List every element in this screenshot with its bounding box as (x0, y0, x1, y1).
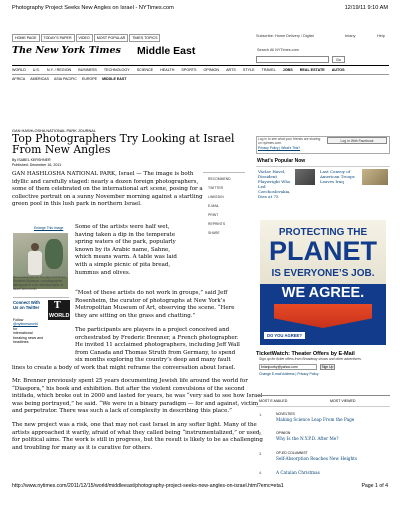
world-badge-label: WORLD (49, 313, 70, 319)
top-nav-times-topics[interactable]: TIMES TOPICS (129, 34, 160, 42)
search-label: Search All NYTimes.com (257, 48, 299, 52)
ad-line-2: PLANET (269, 236, 377, 266)
facebook-login-button[interactable]: Log In With Facebook (327, 137, 387, 144)
top-nav-video[interactable]: VIDEO (76, 34, 93, 42)
tab-most-viewed[interactable]: MOST VIEWED (330, 399, 356, 403)
most-item-3-number: 3. (259, 451, 263, 456)
paragraph-5: Mr. Brenner previously spent 25 years documenting Jewish life around the world for “Diaspora,” his book and exhibition. But after the violent convulsions of the second intifada, which broke out in 2000 and lasted for years, he was “very sad to see how Israel was being portrayed,” he said. “We were in a binary paradigm — for and against, victim and perpetrator. There was such a lack of complexity in describing this place.” (12, 378, 263, 415)
popular-story-1[interactable]: Václav Havel, Dissident Playwright Who Led Czechoslovakia, Dies at 75 (258, 169, 291, 199)
photo-caption: Rosalind Solomon, a photographer (13, 279, 63, 283)
ticketwatch-desc: Sign up for ticket offers from Broadway shows and other advertisers. (259, 357, 362, 361)
photo-credit: Rina Castelnuovo for The New York Times (13, 275, 66, 279)
search-go-button[interactable]: Go (332, 56, 345, 63)
most-item-4[interactable]: A Catalan Christmas (276, 470, 320, 475)
sub-nav (12, 77, 131, 81)
subnav-americas[interactable]: AMERICAS (30, 77, 49, 81)
article-published: Published: December 16, 2011 (12, 163, 62, 167)
popular-story-1-thumb[interactable] (295, 169, 315, 185)
nav-business[interactable]: BUSINESS (78, 68, 97, 72)
nav-style[interactable]: STYLE (242, 68, 255, 72)
ad-line-4: WE AGREE. (281, 285, 365, 301)
article-headline: Top Photographers Try Looking at Israel From New Angles (12, 132, 235, 156)
most-item-4-number: 4. (259, 470, 263, 475)
chevron-ad[interactable] (260, 220, 386, 345)
connect-text: Follow @nytimesworld for international breaking news and headlines. (13, 318, 44, 345)
ticketwatch-title: TicketWatch: Theater Offers by E-Mail (256, 351, 355, 357)
facebook-text: Log in to see what your friends are sharing on nytimes.com. (258, 137, 321, 145)
nav-arts[interactable]: ARTS (226, 68, 236, 72)
subnav-europe[interactable]: EUROPE (81, 77, 98, 81)
subscribe-link[interactable]: Subscribe: Home Delivery / Digital (256, 34, 314, 38)
article-kicker: GAN HASHLOSHA NATIONAL PARK JOURNAL (12, 128, 97, 133)
top-nav-most-popular[interactable]: MOST POPULAR (94, 34, 129, 42)
paragraph-2: Some of the artists were half wet, having taken a dip in the temperate spring waters of the park, popularly known by its Arabic name, Sahne, which means warm. A table was laid with a simple picnic of pita bread, hummus and olives. (75, 224, 177, 276)
subnav-middle-east[interactable]: MIDDLE EAST (102, 77, 127, 81)
connect-divider (13, 297, 69, 298)
twitter-world-badge[interactable] (48, 300, 70, 320)
photo-caption-line-2: taking part in a six-month project, in (13, 283, 64, 287)
paragraph-4: The participants are players in a project conceived and orchestrated by Frederic Brenner, a French photographer. He invited 11 acclaimed photographers, including Jeff Wall from Canada and Thomas Struth from Germany, to spend six months exploring the country’s deep and many fault (75, 327, 240, 364)
popular-divider (256, 166, 390, 167)
paragraph-6: The new project was a risk, one that may not cast Israel in any softer light. Many of the artists approached it warily, afraid of what they called being “instrumentalized,” or used for political aims. The work is still in progress, but the result is likely to be as challenging and troubling for many as it is curative for others. (12, 422, 263, 451)
share-share[interactable]: SHARE (208, 231, 220, 235)
share-tools-divider (203, 172, 245, 173)
popular-story-2[interactable]: Last Convoy of American Troops Leaves Iraq (320, 169, 355, 184)
photo-figure-head (31, 243, 39, 251)
ticketwatch-email-field[interactable]: brianjcorby@yahoo.com (259, 364, 317, 370)
window-title: Photography Project Seeks New Angles on Israel - NYTimes.com (12, 5, 174, 11)
photo-tree (45, 239, 63, 269)
facebook-links[interactable]: Privacy Policy | What’s This? (258, 146, 301, 150)
help-link[interactable]: Help (377, 34, 385, 38)
top-nav (12, 34, 161, 42)
connect-title[interactable]: Connect With Us on Twitter (13, 300, 40, 310)
ticketwatch-signup-button[interactable]: Sign Up (321, 365, 334, 369)
most-tabs-divider (256, 395, 390, 396)
share-twitter[interactable]: TWITTER (208, 186, 224, 190)
most-item-2[interactable]: Why Is the N.Y.P.D. After Me? (276, 436, 339, 441)
section-nav (12, 65, 389, 75)
subnav-africa[interactable]: AFRICA (12, 77, 26, 81)
nav-technology[interactable]: TECHNOLOGY (103, 68, 130, 72)
ad-line-1: PROTECTING THE (278, 227, 368, 238)
paragraph-4-last-line: lines to create a body of work that might reframe the conversation about Israel. (12, 365, 236, 371)
top-nav-home[interactable]: HOME PAGE (12, 34, 40, 42)
most-item-2-number: 2. (259, 431, 263, 436)
search-input[interactable] (256, 56, 329, 63)
user-menu[interactable]: briany (345, 34, 356, 38)
share-print[interactable]: PRINT (208, 213, 219, 217)
most-item-1[interactable]: Making Science Leap From the Page (276, 417, 355, 422)
top-nav-todays-paper[interactable]: TODAY'S PAPER (41, 34, 75, 42)
ticketwatch-links[interactable]: Change E-mail Address | Privacy Policy (259, 372, 319, 376)
most-item-1-number: 1. (259, 412, 263, 417)
section-title: Middle East (137, 45, 196, 57)
most-item-1-kicker: NOVELTIES (276, 412, 295, 416)
nav-opinion[interactable]: OPINION (203, 68, 220, 72)
tab-most-emailed[interactable]: MOST E-MAILED (259, 399, 288, 403)
paragraph-3: “Most of these artists do not work in groups,” said Jeff Rosenheim, the curator of photographs at New York’s Metropolitan Museum of Art, observing the scene. “Here they are sitting on the grass and chatting.” (75, 290, 235, 319)
subnav-asia-pacific[interactable]: ASIA PACIFIC (53, 77, 77, 81)
share-linkedin[interactable]: LINKEDIN (208, 195, 224, 199)
footer-page-number: Page 1 of 4 (361, 483, 388, 489)
footer-url: http://www.nytimes.com/2011/12/15/world/middleeast/photography-project-seeks-new-angles-on-israel.html?emc=eta1 (12, 483, 284, 489)
nav-travel[interactable]: TRAVEL (261, 68, 276, 72)
share-reprints[interactable]: REPRINTS (208, 222, 226, 226)
share-email[interactable]: E-MAIL (208, 204, 220, 208)
popular-title: What’s Popular Now (257, 158, 306, 164)
enlarge-image-link[interactable]: Enlarge This Image (34, 226, 64, 230)
article-byline: By ISABEL KERSHNER (12, 158, 51, 162)
nav-jobs[interactable]: JOBS (282, 68, 293, 72)
nav-sports[interactable]: SPORTS (181, 68, 197, 72)
nav-us[interactable]: U.S. (32, 68, 40, 72)
most-item-2-kicker: OPINION (276, 431, 291, 435)
photo-figure-body (28, 251, 42, 275)
nav-health[interactable]: HEALTH (160, 68, 175, 72)
nyt-logo[interactable]: The New York Times (12, 45, 121, 56)
print-datetime: 12/19/11 9:10 AM (344, 5, 388, 11)
nav-science[interactable]: SCIENCE (136, 68, 154, 72)
paragraph-1: GAN HASHLOSHA NATIONAL PARK, Israel — The image is both idyllic and carefully staged: nearly a dozen foreign photographers, some of them celebrated on the international art scene, posing for a collective portrait on a sunny November morning against a startling green pool in this lush park in northern Israel. (12, 171, 203, 208)
popular-story-2-thumb[interactable] (362, 169, 388, 185)
nav-real-estate[interactable]: REAL ESTATE (299, 68, 325, 72)
share-recommend[interactable]: RECOMMEND (208, 177, 231, 181)
most-item-3[interactable]: Self-Absorption Reaches New Heights (276, 456, 357, 461)
photo-caption-line-3: Israel last month. (13, 287, 38, 291)
nav-autos[interactable]: AUTOS (331, 68, 345, 72)
ad-cta-button[interactable]: DO YOU AGREE? (264, 332, 305, 339)
ad-chevron-logo (274, 304, 372, 328)
nav-ny-region[interactable]: N.Y. / REGION (46, 68, 72, 72)
nyt-t-icon: T (54, 301, 61, 311)
nav-world[interactable]: WORLD (12, 68, 26, 72)
most-item-3-kicker: OP-ED COLUMNIST (276, 451, 308, 455)
most-list-divider (256, 406, 390, 407)
ad-line-3: IS EVERYONE’S JOB. (271, 268, 375, 279)
